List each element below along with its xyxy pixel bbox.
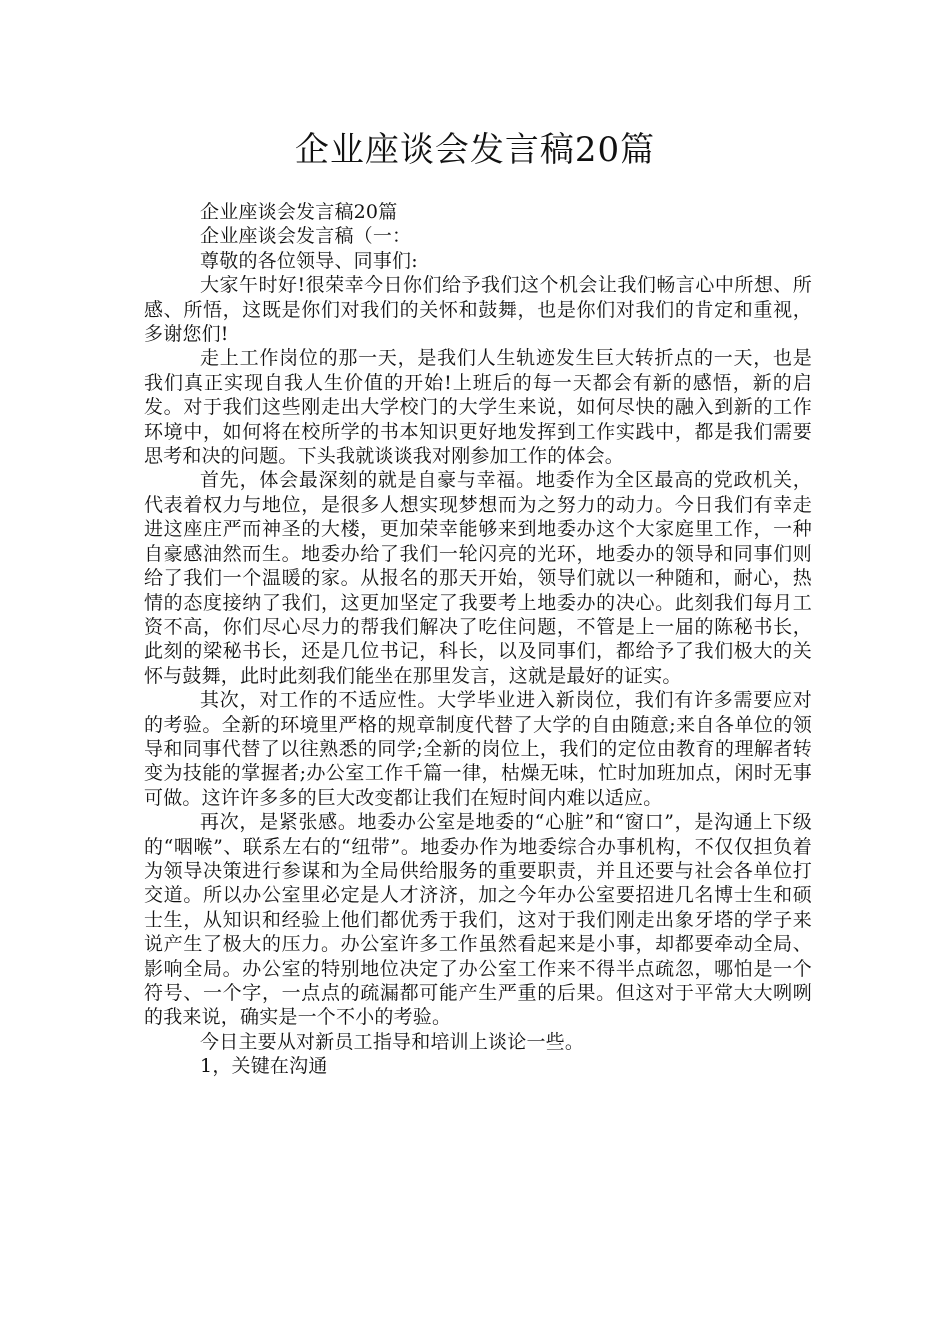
paragraph-subtitle: 企业座谈会发言稿20篇 [200, 201, 398, 223]
paragraph-salutation: 尊敬的各位领导、同事们: [200, 249, 418, 272]
paragraph-adaptation: 其次，对工作的不适应性。大学毕业进入新岗位，我们有许多需要应对的考验。全新的环境里严格的规章制度代替了大学的自由随意;来自各单位的领导和同事代替了以往熟悉的同学;全新的岗位上，我们的定位由教育的理解者转变为技能的掌握者;办公室工作千篇一律，枯燥无味，忙时加班加点，闲时无事可做。这许许多多的巨大改变都让我们在短时间内难以适应。 [144, 689, 812, 809]
paragraph-greeting: 大家午时好!很荣幸今日你们给予我们这个机会让我们畅言心中所想、所感、所悟，这既是你们对我们的关怀和鼓舞，也是你们对我们的肯定和重视，多谢您们! [144, 274, 812, 346]
paragraph-section-heading: 企业座谈会发言稿（一： [200, 225, 412, 248]
paragraph-pressure: 再次，是紧张感。地委办公室是地委的“心脏”和“窗口”，是沟通上下级的“咽喉”、联系左右的“纽带”。地委办作为地委综合办事机构，不仅仅担负着为领导决策进行参谋和为全局供给服务的重要职责，并且还要与社会各单位打交道。所以办公室里必定是人才济济，加之今年办公室要招进几名博士生和硕士生，从知识和经验上他们都优秀于我们，这对于我们刚走出象牙塔的学子来说产生了极大的压力。办公室许多工作虽然看起来是小事，却都要牵动全局、影响全局。办公室的特别地位决定了办公室工作来不得半点疏忽，哪怕是一个符号、一个字，一点点的疏漏都可能产生严重的后果。但这对于平常大大咧咧的我来说，确实是一个不小的考验。 [144, 811, 812, 1029]
paragraph-point-one: 1，关键在沟通 [200, 1055, 328, 1078]
paragraph-pride: 首先，体会最深刻的就是自豪与幸福。地委作为全区最高的党政机关，代表着权力与地位，是很多人想实现梦想而为之努力的动力。今日我们有幸走进这座庄严而神圣的大楼，更加荣幸能够来到地委办这个大家庭里工作，一种自豪感油然而生。地委办给了我们一轮闪亮的光环，地委办的领导和同事们则给了我们一个温暖的家。从报名的那天开始，领导们就以一种随和，耐心，热情的态度接纳了我们，这更加坚定了我要考上地委办的决心。此刻我们每月工资不高，你们尽心尽力的帮我们解决了吃住问题，不管是上一届的陈秘书长，此刻的梁秘书长，还是几位书记，科长，以及同事们，都给予了我们极大的关怀与鼓舞，此时此刻我们能坐在那里发言，这就是最好的证实。 [144, 469, 812, 687]
paragraph-first-day: 走上工作岗位的那一天，是我们人生轨迹发生巨大转折点的一天，也是我们真正实现自我人生价值的开始!上班后的每一天都会有新的感悟，新的启发。对于我们这些刚走出大学校门的大学生来说，如何尽快的融入到新的工作环境中，如何将在校所学的书本知识更好地发挥到工作实践中，都是我们需要思考和决的问题。下头我就谈谈我对刚参加工作的体会。 [144, 347, 812, 468]
paragraph-topic: 今日主要从对新员工指导和培训上谈论一些。 [200, 1030, 585, 1053]
document-title: 企业座谈会发言稿20篇 [294, 130, 656, 170]
document-body [144, 200, 812, 1079]
